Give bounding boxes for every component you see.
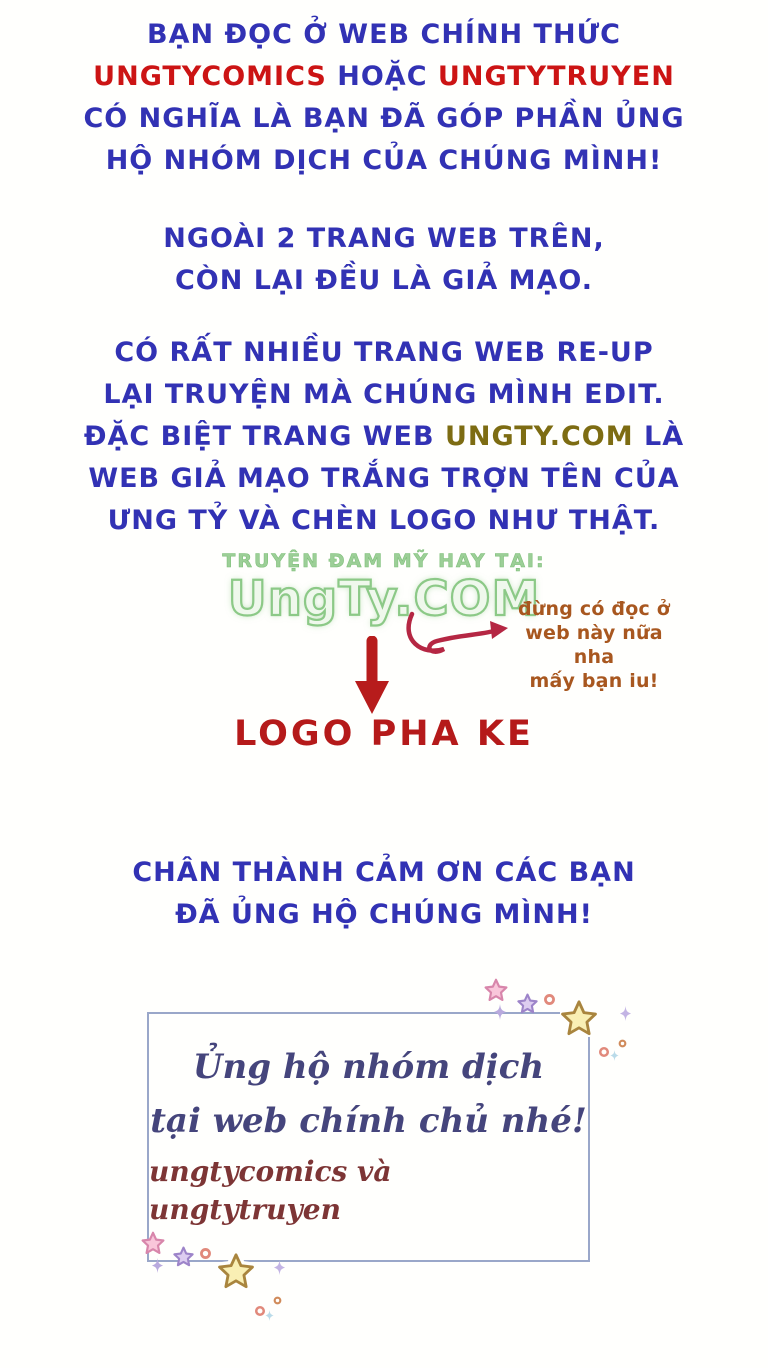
coral-dot-icon [618,1039,627,1048]
coral-dot-icon [273,1296,282,1305]
sparkle-icon [618,1006,633,1021]
intro-text [0,14,768,182]
fake-site-name: UNGTY.COM [444,421,634,452]
support-line-2: tại web chính chủ nhé! [150,1101,587,1141]
warning2-line-3-suffix: LÀ [644,421,685,452]
official-site-1: UNGTYCOMICS [93,61,327,92]
coral-dot-icon [199,1247,212,1260]
sparkle-icon [609,1050,620,1061]
support-line-1: Ủng hộ nhóm dịch [192,1047,545,1087]
thanks-text [0,852,768,936]
warning2-line-4: WEB GIẢ MẠO TRẮNG TRỢN TÊN CỦA [88,463,680,494]
note-line-3: mấy bạn iu! [529,670,659,692]
warning-reup-sites [0,332,768,542]
coral-dot-icon [543,993,556,1006]
intro-conjunction: HOẶC [337,61,428,92]
sparkle-icon [492,1004,508,1020]
support-box [147,1012,590,1262]
intro-line-2 [0,56,768,98]
pink-star-icon [141,1231,165,1255]
intro-line-1: BẠN ĐỌC Ở WEB CHÍNH THỨC [147,19,621,50]
warning2-line-5: ƯNG TỶ VÀ CHÈN LOGO NHƯ THẬT. [107,505,661,536]
sparkle-icon [264,1310,275,1321]
yellow-star-icon [217,1252,255,1290]
warning2-line-3 [0,416,768,458]
intro-line-4: HỘ NHÓM DỊCH CỦA CHÚNG MÌNH! [105,145,663,176]
warning1-line-2: CÒN LẠI ĐỀU LÀ GIẢ MẠO. [174,265,594,296]
fake-logo-caption: LOGO PHA KE [234,714,534,754]
curved-arrow-icon [398,608,516,666]
sparkle-icon [150,1258,165,1273]
warning1-line-1: NGOÀI 2 TRANG WEB TRÊN, [163,223,605,254]
thanks-line-1: CHÂN THÀNH CẢM ƠN CÁC BẠN [132,857,636,888]
down-arrow-icon [350,636,394,718]
warning2-line-3-prefix: ĐẶC BIỆT TRANG WEB [83,421,435,452]
support-line-3: ungtycomics và ungtytruyen [149,1155,392,1226]
fake-logo-tagline: TRUYỆN ĐAM MỸ HAY TẠI: [222,550,546,572]
intro-line-3: CÓ NGHĨA LÀ BẠN ĐÃ GÓP PHẦN ỦNG [83,103,685,134]
yellow-star-icon [560,999,598,1037]
thanks-line-2: ĐÃ ỦNG HỘ CHÚNG MÌNH! [175,899,593,930]
warning2-line-1: CÓ RẤT NHIỀU TRANG WEB RE-UP [114,337,654,368]
purple-star-icon [173,1246,194,1267]
sparkle-icon [272,1260,287,1275]
note-line-2: web này nữa nha [525,622,663,668]
handwritten-note [505,597,683,693]
warning2-line-2: LẠI TRUYỆN MÀ CHÚNG MÌNH EDIT. [103,379,665,410]
pink-star-icon [484,978,508,1002]
official-site-2: UNGTYTRUYEN [437,61,675,92]
note-line-1: đừng có đọc ở [518,598,670,620]
warning-fake-sites [0,218,768,302]
fake-logo-text: UngTy.COM [227,571,541,627]
purple-star-icon [517,993,538,1014]
